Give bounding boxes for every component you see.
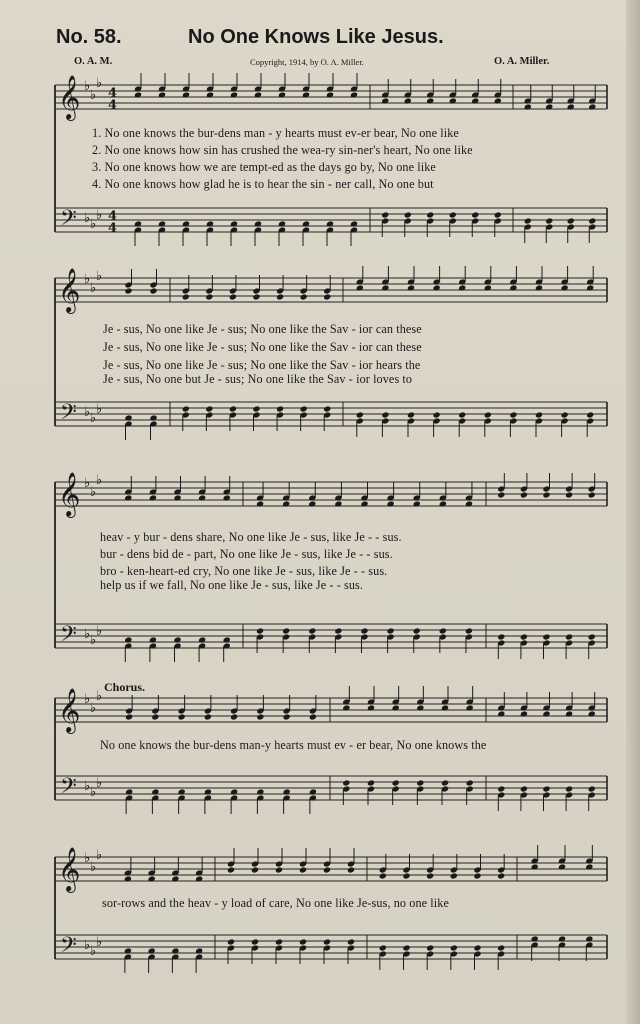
note-head	[347, 866, 355, 873]
note-head	[565, 710, 573, 717]
note-head	[379, 944, 387, 951]
note-head	[283, 788, 291, 795]
flat-sign: ♭	[96, 848, 103, 863]
note-head	[178, 713, 186, 720]
note-head	[229, 293, 237, 300]
hymn-title: No One Knows Like Jesus.	[188, 26, 444, 48]
note-head	[497, 491, 505, 498]
flat-sign: ♭	[96, 269, 103, 284]
flat-sign: ♭	[96, 624, 103, 639]
flat-sign: ♭	[96, 776, 103, 791]
note-head	[182, 91, 190, 98]
note-head	[585, 935, 593, 942]
note-head	[387, 627, 395, 634]
lyric-line: 4. No one knows how glad he is to hear the sin - ner call, No one but	[92, 177, 434, 191]
flat-sign: ♭	[90, 88, 97, 103]
note-head	[458, 284, 466, 291]
note-head	[450, 872, 458, 879]
note-head	[125, 788, 133, 795]
note-head	[402, 944, 410, 951]
treble-clef: 𝄞	[58, 268, 81, 312]
note-head	[367, 704, 375, 711]
note-head	[254, 91, 262, 98]
bass-clef: 𝄢	[60, 774, 77, 804]
note-head	[360, 500, 368, 507]
note-head	[171, 947, 179, 954]
note-head	[326, 91, 334, 98]
lyric-line: Je - sus, No one like Je - sus; No one like the Sav - ior can these	[103, 340, 422, 354]
note-head	[151, 788, 159, 795]
note-head	[206, 220, 214, 227]
lyric-line: Je - sus, No one like Je - sus; No one like the Sav - ior hears the	[103, 358, 421, 372]
note-head	[494, 211, 502, 218]
bass-clef: 𝄢	[60, 206, 77, 236]
note-head	[171, 875, 179, 882]
note-head	[586, 411, 594, 418]
note-head	[520, 785, 528, 792]
note-head	[567, 103, 575, 110]
note-head	[407, 284, 415, 291]
note-head	[416, 779, 424, 786]
lyric-line: heav - y bur - dens share, No one like Je - sus, like Je - - sus.	[100, 530, 402, 544]
note-head	[439, 500, 447, 507]
note-head	[407, 411, 415, 418]
note-head	[205, 293, 213, 300]
note-head	[497, 944, 505, 951]
note-head	[299, 938, 307, 945]
note-head	[230, 220, 238, 227]
flat-sign: ♭	[90, 701, 97, 716]
note-head	[204, 788, 212, 795]
note-head	[347, 938, 355, 945]
note-head	[276, 405, 284, 412]
note-head	[441, 704, 449, 711]
note-head	[381, 97, 389, 104]
note-head	[124, 947, 132, 954]
note-head	[426, 944, 434, 951]
flat-sign: ♭	[84, 779, 91, 794]
note-head	[252, 405, 260, 412]
note-head	[473, 872, 481, 879]
flat-sign: ♭	[90, 785, 97, 800]
note-head	[509, 284, 517, 291]
note-head	[323, 938, 331, 945]
note-head	[381, 211, 389, 218]
note-head	[471, 97, 479, 104]
note-head	[588, 785, 596, 792]
note-head	[413, 627, 421, 634]
note-head	[302, 91, 310, 98]
note-head	[497, 710, 505, 717]
note-head	[309, 713, 317, 720]
note-head	[588, 491, 596, 498]
note-head	[350, 91, 358, 98]
note-head	[497, 872, 505, 879]
note-head	[173, 494, 181, 501]
note-head	[334, 500, 342, 507]
note-head	[588, 217, 596, 224]
time-signature: 4	[108, 98, 118, 113]
note-head	[565, 633, 573, 640]
note-head	[223, 494, 231, 501]
flat-sign: ♭	[84, 627, 91, 642]
note-head	[230, 713, 238, 720]
note-head	[182, 220, 190, 227]
lyric-line: bur - dens bid de - part, No one like Je - sus, like Je - - sus.	[100, 547, 393, 561]
flat-sign: ♭	[84, 211, 91, 226]
note-head	[497, 785, 505, 792]
treble-clef: 𝄞	[58, 847, 81, 891]
note-head	[148, 947, 156, 954]
note-head	[565, 491, 573, 498]
treble-clef: 𝄞	[58, 688, 81, 732]
note-head	[545, 103, 553, 110]
note-head	[542, 785, 550, 792]
note-head	[465, 627, 473, 634]
note-head	[282, 627, 290, 634]
note-head	[350, 220, 358, 227]
note-head	[300, 405, 308, 412]
bass-clef: 𝄢	[60, 933, 77, 963]
note-head	[134, 91, 142, 98]
note-head	[367, 779, 375, 786]
note-head	[439, 627, 447, 634]
note-head	[392, 779, 400, 786]
note-head	[356, 284, 364, 291]
note-head	[323, 293, 331, 300]
note-head	[509, 411, 517, 418]
note-head	[458, 411, 466, 418]
note-head	[299, 866, 307, 873]
note-head	[558, 863, 566, 870]
note-head	[433, 284, 441, 291]
chorus-label: Chorus.	[104, 680, 146, 694]
note-head	[124, 636, 132, 643]
note-head	[561, 411, 569, 418]
lyric-line: 3. No one knows how we are tempt-ed as the days go by, No one like	[92, 160, 436, 174]
note-head	[204, 713, 212, 720]
note-head	[531, 935, 539, 942]
note-head	[404, 211, 412, 218]
flat-sign: ♭	[96, 76, 103, 91]
note-head	[256, 788, 264, 795]
note-head	[323, 866, 331, 873]
note-head	[360, 627, 368, 634]
note-head	[275, 866, 283, 873]
music-credit: O. A. Miller.	[494, 56, 550, 67]
note-head	[342, 779, 350, 786]
note-head	[227, 938, 235, 945]
note-head	[124, 414, 132, 421]
note-head	[484, 284, 492, 291]
note-head	[158, 220, 166, 227]
lyric-line: Je - sus, No one but Je - sus; No one like the Sav - ior loves to	[103, 372, 413, 386]
note-head	[125, 713, 133, 720]
note-head	[535, 284, 543, 291]
bass-clef: 𝄢	[60, 400, 77, 430]
note-head	[323, 405, 331, 412]
note-head	[195, 875, 203, 882]
note-head	[413, 500, 421, 507]
lyric-line: 1. No one knows the bur-dens man - y hearts must ev-er bear, No one like	[92, 126, 459, 140]
note-head	[124, 875, 132, 882]
note-head	[567, 217, 575, 224]
note-head	[254, 220, 262, 227]
note-head	[302, 220, 310, 227]
note-head	[524, 217, 532, 224]
words-credit: O. A. M.	[74, 56, 113, 67]
flat-sign: ♭	[90, 217, 97, 232]
note-head	[334, 627, 342, 634]
note-head	[471, 211, 479, 218]
note-head	[465, 500, 473, 507]
note-head	[466, 779, 474, 786]
note-head	[392, 704, 400, 711]
note-head	[148, 875, 156, 882]
flat-sign: ♭	[84, 405, 91, 420]
note-head	[342, 704, 350, 711]
note-head	[227, 866, 235, 873]
flat-sign: ♭	[90, 281, 97, 296]
note-head	[585, 863, 593, 870]
note-head	[308, 627, 316, 634]
lyric-line: sor-rows and the heav - y load of care, No one like Je-sus, no one like	[102, 896, 449, 910]
note-head	[252, 293, 260, 300]
note-head	[426, 97, 434, 104]
flat-sign: ♭	[90, 411, 97, 426]
note-head	[379, 872, 387, 879]
note-head	[433, 411, 441, 418]
note-head	[586, 284, 594, 291]
note-head	[466, 704, 474, 711]
flat-sign: ♭	[96, 473, 103, 488]
note-head	[565, 785, 573, 792]
note-head	[542, 491, 550, 498]
note-head	[278, 220, 286, 227]
lyric-line: 2. No one knows how sin has crushed the wea-ry sin-ner's heart, No one like	[92, 143, 473, 157]
note-head	[308, 500, 316, 507]
lyric-line: bro - ken-heart-ed cry, No one like Je - sus, like Je - - sus.	[100, 564, 388, 578]
treble-clef: 𝄞	[58, 75, 81, 119]
note-head	[449, 97, 457, 104]
note-head	[149, 414, 157, 421]
note-head	[426, 872, 434, 879]
note-head	[300, 293, 308, 300]
time-signature: 4	[108, 209, 118, 224]
note-head	[381, 411, 389, 418]
note-head	[158, 91, 166, 98]
note-head	[275, 938, 283, 945]
note-head	[205, 405, 213, 412]
flat-sign: ♭	[84, 692, 91, 707]
note-head	[520, 633, 528, 640]
note-head	[223, 636, 231, 643]
note-head	[195, 947, 203, 954]
note-head	[276, 293, 284, 300]
note-head	[542, 710, 550, 717]
note-head	[229, 405, 237, 412]
note-head	[416, 704, 424, 711]
note-head	[450, 944, 458, 951]
note-head	[441, 779, 449, 786]
flat-sign: ♭	[84, 79, 91, 94]
note-head	[531, 863, 539, 870]
note-head	[494, 97, 502, 104]
note-head	[473, 944, 481, 951]
note-head	[251, 938, 259, 945]
flat-sign: ♭	[96, 935, 103, 950]
note-head	[173, 636, 181, 643]
note-head	[381, 284, 389, 291]
flat-sign: ♭	[90, 860, 97, 875]
note-head	[404, 97, 412, 104]
note-head	[309, 788, 317, 795]
note-head	[198, 636, 206, 643]
note-head	[588, 710, 596, 717]
note-head	[356, 411, 364, 418]
bass-clef: 𝄢	[60, 622, 77, 652]
note-head	[256, 627, 264, 634]
flat-sign: ♭	[90, 633, 97, 648]
note-head	[282, 500, 290, 507]
flat-sign: ♭	[96, 208, 103, 223]
note-head	[387, 500, 395, 507]
flat-sign: ♭	[96, 402, 103, 417]
time-signature: 4	[108, 221, 118, 236]
note-head	[545, 217, 553, 224]
flat-sign: ♭	[90, 485, 97, 500]
note-head	[251, 866, 259, 873]
note-head	[524, 103, 532, 110]
note-head	[182, 405, 190, 412]
note-head	[497, 633, 505, 640]
note-head	[206, 91, 214, 98]
time-signature: 4	[108, 86, 118, 101]
lyric-line: Je - sus, No one like Je - sus; No one like the Sav - ior can these	[103, 322, 422, 336]
note-head	[484, 411, 492, 418]
lyric-line: No one knows the bur-dens man-y hearts must ev - er bear, No one knows the	[100, 738, 487, 752]
flat-sign: ♭	[96, 689, 103, 704]
note-head	[151, 713, 159, 720]
note-head	[283, 713, 291, 720]
note-head	[198, 494, 206, 501]
note-head	[542, 633, 550, 640]
note-head	[178, 788, 186, 795]
note-head	[426, 211, 434, 218]
note-head	[149, 636, 157, 643]
note-head	[124, 494, 132, 501]
note-head	[124, 287, 132, 294]
note-head	[256, 713, 264, 720]
flat-sign: ♭	[84, 476, 91, 491]
note-head	[326, 220, 334, 227]
note-head	[535, 411, 543, 418]
note-head	[588, 103, 596, 110]
note-head	[449, 211, 457, 218]
note-head	[230, 91, 238, 98]
note-head	[230, 788, 238, 795]
note-head	[134, 220, 142, 227]
note-head	[588, 633, 596, 640]
hymn-number: No. 58.	[56, 26, 122, 48]
note-head	[182, 293, 190, 300]
note-head	[149, 494, 157, 501]
flat-sign: ♭	[84, 851, 91, 866]
note-head	[149, 287, 157, 294]
treble-clef: 𝄞	[58, 472, 81, 516]
note-head	[520, 710, 528, 717]
note-head	[561, 284, 569, 291]
note-head	[558, 935, 566, 942]
flat-sign: ♭	[84, 938, 91, 953]
note-head	[402, 872, 410, 879]
flat-sign: ♭	[90, 944, 97, 959]
flat-sign: ♭	[84, 272, 91, 287]
note-head	[278, 91, 286, 98]
lyric-line: help us if we fall, No one like Je - sus, like Je - - sus.	[100, 578, 364, 592]
note-head	[520, 491, 528, 498]
copyright-notice: Copyright, 1914, by O. A. Miller.	[250, 57, 364, 67]
note-head	[256, 500, 264, 507]
